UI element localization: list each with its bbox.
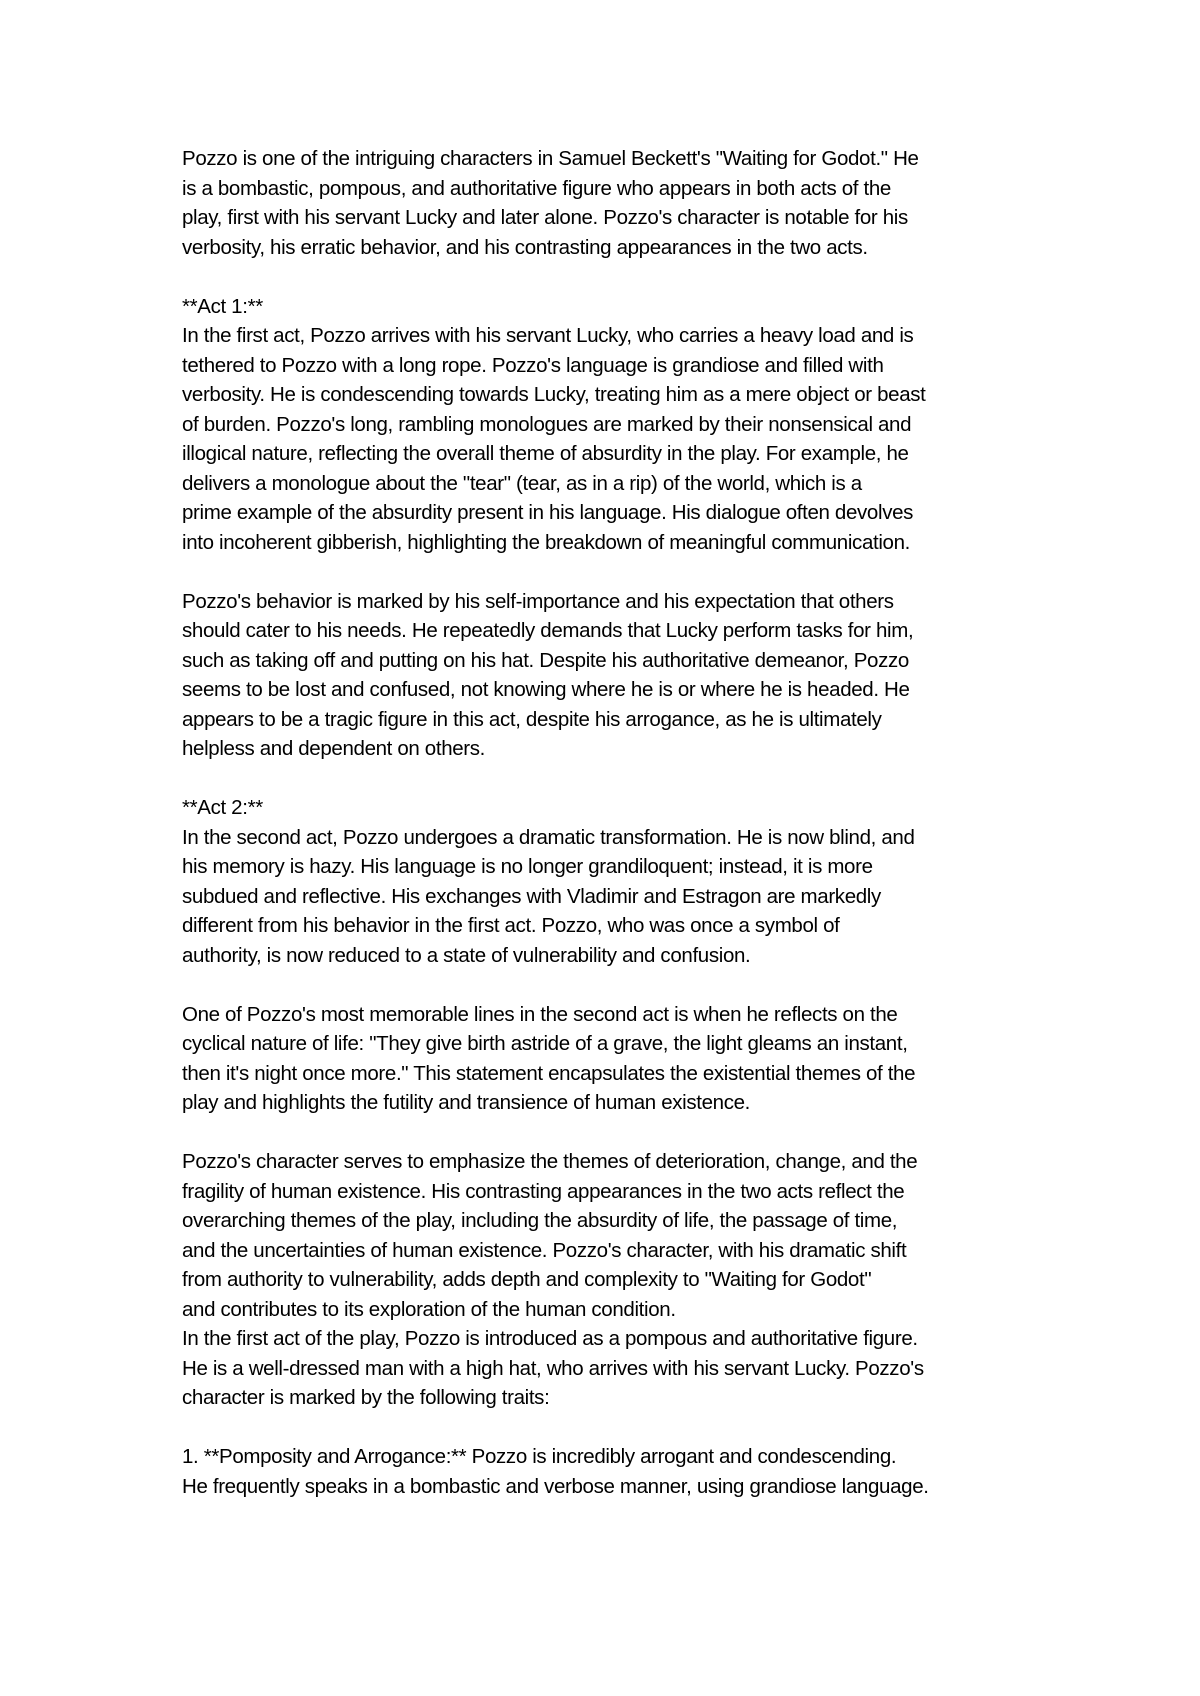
text-line: should cater to his needs. He repeatedly demands that Lucky perform tasks for him, (182, 619, 914, 642)
text-line: is a bombastic, pompous, and authoritative figure who appears in both acts of the (182, 176, 891, 200)
text-line: such as taking off and putting on his hat. Despite his authoritative demeanor, Pozzo (182, 648, 909, 672)
list-item-pomposity (182, 1442, 1042, 1501)
text-line: In the first act of the play, Pozzo is introduced as a pompous and authoritative figure. (182, 1327, 918, 1350)
paragraph-act-2 (182, 793, 1042, 970)
section-heading-act-1: **Act 1:** (182, 294, 263, 318)
section-heading-act-2: **Act 2:** (182, 796, 263, 819)
text-line: his memory is hazy. His language is no longer grandiloquent; instead, it is more (182, 855, 873, 878)
text-line: appears to be a tragic figure in this act, despite his arrogance, as he is ultimately (182, 707, 882, 731)
text-line: He is a well-dressed man with a high hat, who arrives with his servant Lucky. Pozzo's (182, 1356, 924, 1380)
text-line: In the second act, Pozzo undergoes a dramatic transformation. He is now blind, and (182, 825, 915, 849)
text-line: One of Pozzo's most memorable lines in the second act is when he reflects on the (182, 1002, 898, 1026)
text-line: seems to be lost and confused, not knowing where he is or where he is headed. He (182, 678, 910, 701)
paragraph-spacer (182, 764, 1042, 794)
text-line: 1. **Pomposity and Arrogance:** Pozzo is incredibly arrogant and condescending. (182, 1445, 897, 1468)
paragraph-conclusion (182, 1147, 1042, 1413)
text-line: then it's night once more." This statement encapsulates the existential themes of the (182, 1061, 916, 1085)
text-line: helpless and dependent on others. (182, 737, 486, 760)
text-line: cyclical nature of life: "They give birth astride of a grave, the light gleams an instant, (182, 1032, 908, 1055)
text-line: He frequently speaks in a bombastic and verbose manner, using grandiose language. (182, 1474, 929, 1498)
text-line: play, first with his servant Lucky and later alone. Pozzo's character is notable for his (182, 206, 908, 229)
text-line: In the first act, Pozzo arrives with his servant Lucky, who carries a heavy load and is (182, 324, 914, 347)
text-line: illogical nature, reflecting the overall theme of absurdity in the play. For example, he (182, 442, 909, 465)
text-line: from authority to vulnerability, adds depth and complexity to "Waiting for Godot" (182, 1268, 872, 1291)
text-line: play and highlights the futility and transience of human existence. (182, 1091, 750, 1114)
text-line: into incoherent gibberish, highlighting the breakdown of meaningful communication. (182, 530, 910, 554)
paragraph-act-1 (182, 292, 1042, 558)
text-line: different from his behavior in the first act. Pozzo, who was once a symbol of (182, 914, 840, 937)
text-line: and the uncertainties of human existence. Pozzo's character, with his dramatic shift (182, 1238, 907, 1262)
text-line: and contributes to its exploration of the human condition. (182, 1297, 676, 1321)
document-page (182, 144, 1042, 1501)
paragraph-intro (182, 144, 1042, 262)
paragraph-spacer (182, 262, 1042, 292)
text-line: authority, is now reduced to a state of vulnerability and confusion. (182, 943, 751, 967)
text-line: overarching themes of the play, including the absurdity of life, the passage of time, (182, 1209, 898, 1232)
text-line: of burden. Pozzo's long, rambling monologues are marked by their nonsensical and (182, 412, 912, 436)
paragraph-spacer (182, 1118, 1042, 1148)
paragraph-memorable-lines (182, 1000, 1042, 1118)
text-line: subdued and reflective. His exchanges with Vladimir and Estragon are markedly (182, 884, 881, 908)
text-line: fragility of human existence. His contrasting appearances in the two acts reflect the (182, 1179, 905, 1203)
text-line: Pozzo is one of the intriguing characters in Samuel Beckett's "Waiting for Godot." He (182, 147, 919, 170)
text-line: tethered to Pozzo with a long rope. Pozzo's language is grandiose and filled with (182, 353, 884, 377)
paragraph-behavior (182, 587, 1042, 764)
text-line: verbosity. He is condescending towards Lucky, treating him as a mere object or beast (182, 383, 926, 406)
paragraph-spacer (182, 970, 1042, 1000)
paragraph-spacer (182, 1413, 1042, 1443)
text-line: Pozzo's character serves to emphasize the themes of deterioration, change, and the (182, 1150, 918, 1173)
text-line: verbosity, his erratic behavior, and his contrasting appearances in the two acts. (182, 235, 868, 259)
paragraph-spacer (182, 557, 1042, 587)
text-line: delivers a monologue about the "tear" (tear, as in a rip) of the world, which is a (182, 471, 862, 495)
text-line: prime example of the absurdity present in his language. His dialogue often devolves (182, 501, 914, 524)
text-line: character is marked by the following traits: (182, 1386, 550, 1409)
text-line: Pozzo's behavior is marked by his self-importance and his expectation that others (182, 589, 894, 613)
